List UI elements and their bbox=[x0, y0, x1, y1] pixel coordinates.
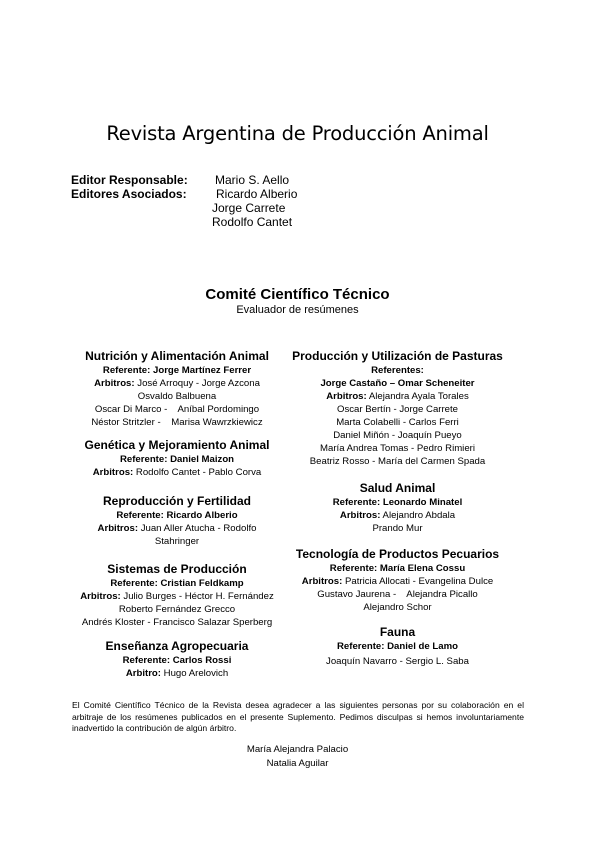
arbitros-line: Néstor Stritzler - Marisa Wawrzkiewicz bbox=[91, 417, 263, 428]
section-title: Tecnología de Productos Pecuarios bbox=[295, 547, 500, 561]
arbitros-names: Hugo Arelovich bbox=[163, 668, 229, 679]
section-title: Producción y Utilización de Pasturas bbox=[292, 349, 503, 363]
arbitros-line: Daniel Miñón - Joaquín Pueyo bbox=[333, 430, 462, 441]
arbitros-names: Alejandra Ayala Torales bbox=[368, 391, 469, 402]
signer-name: Natalia Aguilar bbox=[266, 758, 329, 769]
signer-name: María Alejandra Palacio bbox=[246, 744, 349, 755]
arbitros-line: Stahringer bbox=[154, 536, 200, 547]
arbitros-line bbox=[285, 390, 510, 403]
arbitros-label: Arbitros: bbox=[92, 467, 134, 478]
arbitros-line bbox=[62, 522, 292, 535]
arbitros-names: Julio Burges - Héctor H. Fernández bbox=[123, 591, 274, 602]
arbitros-line: Alejandro Schor bbox=[363, 602, 432, 613]
arbitros-label: Arbitros: bbox=[339, 510, 381, 521]
comite-title: Comité Científico Técnico bbox=[205, 286, 390, 303]
arbitros-line: Beatriz Rosso - María del Carmen Spada bbox=[309, 456, 486, 467]
section bbox=[285, 349, 510, 468]
arbitros-line bbox=[62, 590, 292, 603]
arbitros-names: José Arroquy - Jorge Azcona bbox=[137, 378, 260, 389]
arbitros-line: Gustavo Jaurena - Alejandra Picallo bbox=[317, 589, 478, 600]
section-referente: Referente: Daniel Maizon bbox=[119, 454, 235, 465]
section-referente: Referente: Cristian Feldkamp bbox=[110, 578, 244, 589]
section-referente: Referente: Jorge Martínez Ferrer bbox=[102, 365, 252, 376]
arbitros-line bbox=[285, 575, 510, 588]
section bbox=[62, 349, 292, 429]
arbitros-line: Prando Mur bbox=[372, 523, 423, 534]
section bbox=[62, 438, 292, 479]
editor-asociado: Jorge Carrete bbox=[212, 201, 286, 215]
arbitros-line: Roberto Fernández Grecco bbox=[118, 604, 236, 615]
arbitros-line: Marta Colabelli - Carlos Ferri bbox=[336, 417, 459, 428]
editor-asociado: Rodolfo Cantet bbox=[212, 215, 293, 229]
section-referente: Referente: Ricardo Alberio bbox=[116, 510, 238, 521]
arbitros-names: Juan Aller Atucha - Rodolfo bbox=[140, 523, 257, 534]
arbitros-label: Arbitros: bbox=[97, 523, 139, 534]
section-title: Reproducción y Fertilidad bbox=[102, 494, 252, 508]
arbitros-line bbox=[62, 377, 292, 390]
section-title: Fauna bbox=[379, 625, 416, 639]
arbitros-label: Arbitros: bbox=[94, 378, 135, 389]
arbitros-names: Patricia Allocati - Evangelina Dulce bbox=[344, 576, 494, 587]
comite-subtitle: Evaluador de resúmenes bbox=[236, 304, 359, 316]
section bbox=[62, 562, 292, 629]
section-title: Enseñanza Agropecuaria bbox=[105, 639, 249, 653]
section-title: Salud Animal bbox=[359, 481, 436, 495]
arbitros-line: Joaquín Navarro - Sergio L. Saba bbox=[326, 656, 469, 667]
arbitros-label: Arbitro: bbox=[125, 668, 161, 679]
signers bbox=[0, 743, 595, 771]
arbitros-line: María Andrea Tomas - Pedro Rimieri bbox=[320, 443, 475, 454]
section-referente: Referente: Daniel de Lamo bbox=[336, 641, 459, 652]
arbitros-line bbox=[285, 509, 510, 522]
arbitros-line: Osvaldo Balbuena bbox=[137, 391, 217, 402]
arbitros-label: Arbitros: bbox=[326, 391, 367, 402]
arbitros-line: Oscar Di Marco - Aníbal Pordomingo bbox=[94, 404, 260, 415]
section bbox=[285, 547, 510, 614]
section-title: Sistemas de Producción bbox=[107, 562, 247, 576]
arbitros-line: Oscar Bertín - Jorge Carrete bbox=[336, 404, 459, 415]
arbitros-label: Arbitros: bbox=[301, 576, 343, 587]
left-column bbox=[62, 349, 292, 680]
section bbox=[285, 481, 510, 535]
arbitros-names: Rodolfo Cantet - Pablo Corva bbox=[135, 467, 262, 478]
journal-title: Revista Argentina de Producción Animal bbox=[106, 122, 489, 145]
section bbox=[62, 494, 292, 548]
arbitros-line bbox=[62, 466, 292, 479]
arbitros-label: Arbitros: bbox=[80, 591, 121, 602]
editor-responsable-label: Editor Responsable: bbox=[71, 173, 188, 187]
section-referente: Referente: Leonardo Minatel bbox=[332, 497, 463, 508]
arbitros-line bbox=[62, 667, 292, 680]
section bbox=[285, 625, 510, 668]
section bbox=[62, 639, 292, 680]
section-title: Nutrición y Alimentación Animal bbox=[85, 349, 269, 363]
section-referente: Referente: María Elena Cossu bbox=[329, 563, 466, 574]
right-column bbox=[285, 349, 510, 668]
editor-asociado: Ricardo Alberio bbox=[216, 187, 298, 201]
section-referente: Referentes: bbox=[371, 365, 424, 376]
section-title: Genética y Mejoramiento Animal bbox=[84, 438, 270, 452]
editores-asociados-label: Editores Asociados: bbox=[71, 187, 187, 201]
acknowledgement-note: El Comité Científico Técnico de la Revista desea agradecer a las siguientes personas por su colaboración en el arbitraje de los resúmenes publicados en el presente Suplemento. Pedimos disculpas si hemos involuntariamente inadvertido la contribución de algún árbitro. bbox=[72, 700, 524, 733]
section-referente: Referente: Carlos Rossi bbox=[122, 655, 232, 666]
section-referente-names: Jorge Castaño – Omar Scheneiter bbox=[320, 378, 475, 389]
editor-responsable-name: Mario S. Aello bbox=[215, 173, 290, 187]
arbitros-line: Andrés Kloster - Francisco Salazar Sperberg bbox=[81, 617, 273, 628]
arbitros-names: Alejandro Abdala bbox=[382, 510, 456, 521]
